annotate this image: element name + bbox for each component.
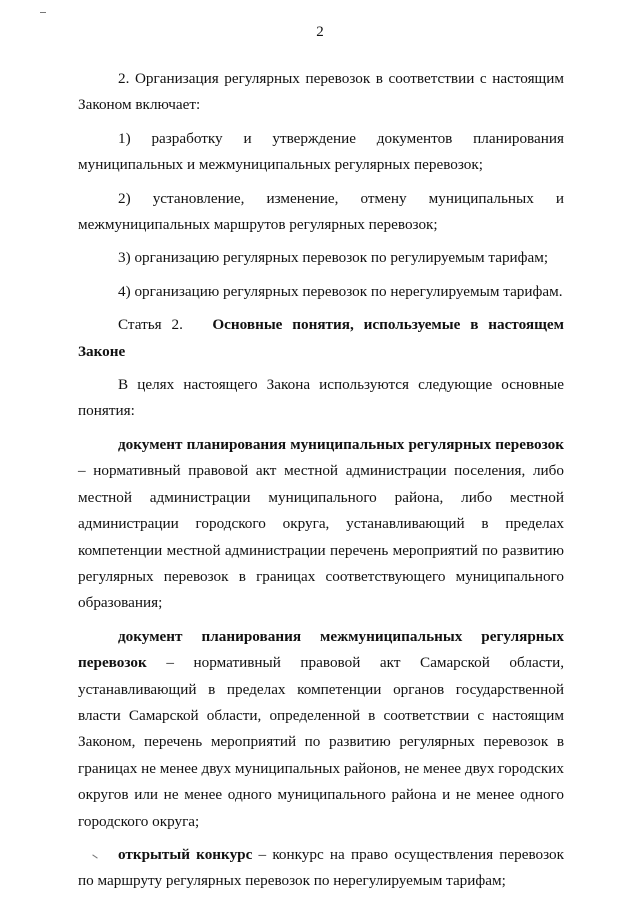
- article-label: Статья 2.: [118, 316, 183, 334]
- paragraph-organization: 2. Организация регулярных перевозок в соответствии с настоящим Законом включает:: [78, 70, 564, 114]
- definition-open-competition: [78, 842, 564, 895]
- document-body: [78, 66, 564, 902]
- definition-municipal-plan: [78, 432, 564, 617]
- paragraph-intro: В целях настоящего Закона используются следующие основные понятия:: [78, 376, 564, 420]
- article-title: Основные понятия, используемые в настоящем Законе: [78, 316, 564, 360]
- definition-text: – конкурс на право осуществления перевозок по маршруту регулярных перевозок по нерегулируемым тарифам;: [78, 845, 564, 890]
- definition-term: открытый конкурс: [118, 845, 253, 863]
- paragraph-item-4: 4) организацию регулярных перевозок по нерегулируемым тарифам.: [118, 282, 563, 300]
- definition-term: документ планирования муниципальных регулярных перевозок: [118, 435, 564, 453]
- paragraph-item-1: 1) разработку и утверждение документов планирования муниципальных и межмуниципальных регулярных перевозок;: [78, 129, 564, 174]
- definition-text: – нормативный правовой акт местной администрации поселения, либо местной администрации муниципального района, либо местной администрации городского округа, устанавливающий в пределах компетенции местной администрации перечень мероприятий по развитию регулярных перевозок в границах соответствующего муниципального образования;: [78, 462, 564, 612]
- paragraph-item-2: 2) установление, изменение, отмену муниципальных и межмуниципальных маршрутов регулярных перевозок;: [78, 189, 564, 234]
- page-number: 2: [316, 24, 324, 40]
- scan-speck: [40, 12, 46, 13]
- article-heading: [78, 312, 564, 365]
- paragraph-item-3: 3) организацию регулярных перевозок по регулируемым тарифам;: [118, 249, 549, 267]
- definition-text: – нормативный правовой акт Самарской области, устанавливающий в пределах компетенции органов государственной власти Самарской области, определенной в соответствии с настоящим Законом, перечень мероприятий по развитию регулярных перевозок в границах не менее двух муниципальных районов, не менее двух городских округов или не менее одного муниципального района и не менее одного городского округа;: [78, 654, 564, 830]
- definition-intermunicipal-plan: [78, 624, 564, 835]
- definition-term: документ планирования межмуниципальных регулярных перевозок: [78, 627, 564, 672]
